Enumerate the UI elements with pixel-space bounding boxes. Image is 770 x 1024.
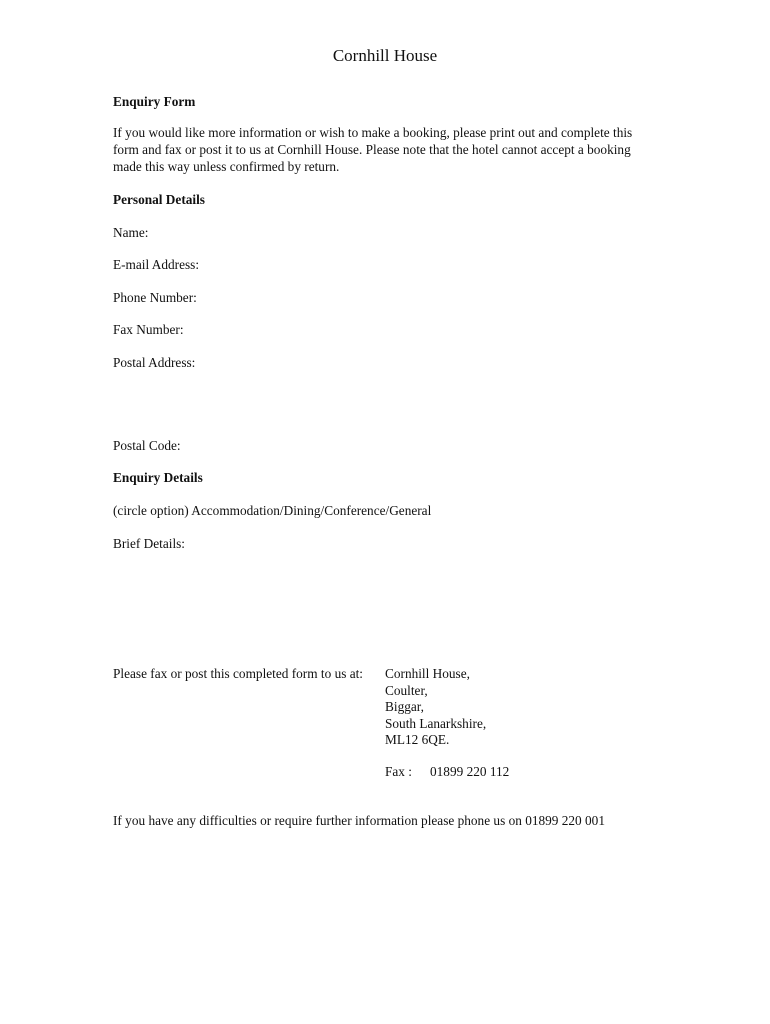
intro-paragraph xyxy=(113,125,673,175)
postal-code-field-label: Postal Code: xyxy=(113,438,181,453)
address-line: Cornhill House, xyxy=(385,666,470,681)
personal-details-heading: Personal Details xyxy=(113,192,205,207)
enquiry-details-heading: Enquiry Details xyxy=(113,470,203,485)
intro-line: form and fax or post it to us at Cornhill House. Please note that the hotel cannot accept a booking xyxy=(113,141,631,157)
send-instruction: Please fax or post this completed form to us at: xyxy=(113,666,364,681)
circle-option-line: (circle option) Accommodation/Dining/Conference/General xyxy=(113,503,432,518)
intro-line: If you would like more information or wish to make a booking, please print out and complete this xyxy=(113,125,633,140)
intro-line: made this way unless confirmed by return. xyxy=(113,158,340,174)
email-field-label: E-mail Address: xyxy=(113,257,200,272)
fax-number: 01899 220 112 xyxy=(430,764,510,779)
postal-address-field-label: Postal Address: xyxy=(113,355,196,370)
address-line: Biggar, xyxy=(385,699,424,714)
name-field-label: Name: xyxy=(113,225,149,240)
fax-contact xyxy=(385,764,509,781)
address-line: Coulter, xyxy=(385,682,428,698)
phone-field-label: Phone Number: xyxy=(113,290,197,305)
address-line: South Lanarkshire, xyxy=(385,715,487,731)
postal-address-block xyxy=(385,666,486,749)
address-line: ML12 6QE. xyxy=(385,732,450,747)
fax-field-label: Fax Number: xyxy=(113,322,184,337)
fax-label: Fax : xyxy=(385,764,412,779)
footer-note: If you have any difficulties or require further information please phone us on 01899 220 001 xyxy=(113,813,605,828)
brief-details-label: Brief Details: xyxy=(113,536,186,551)
page-title: Cornhill House xyxy=(332,46,438,65)
enquiry-form-heading: Enquiry Form xyxy=(113,94,196,109)
